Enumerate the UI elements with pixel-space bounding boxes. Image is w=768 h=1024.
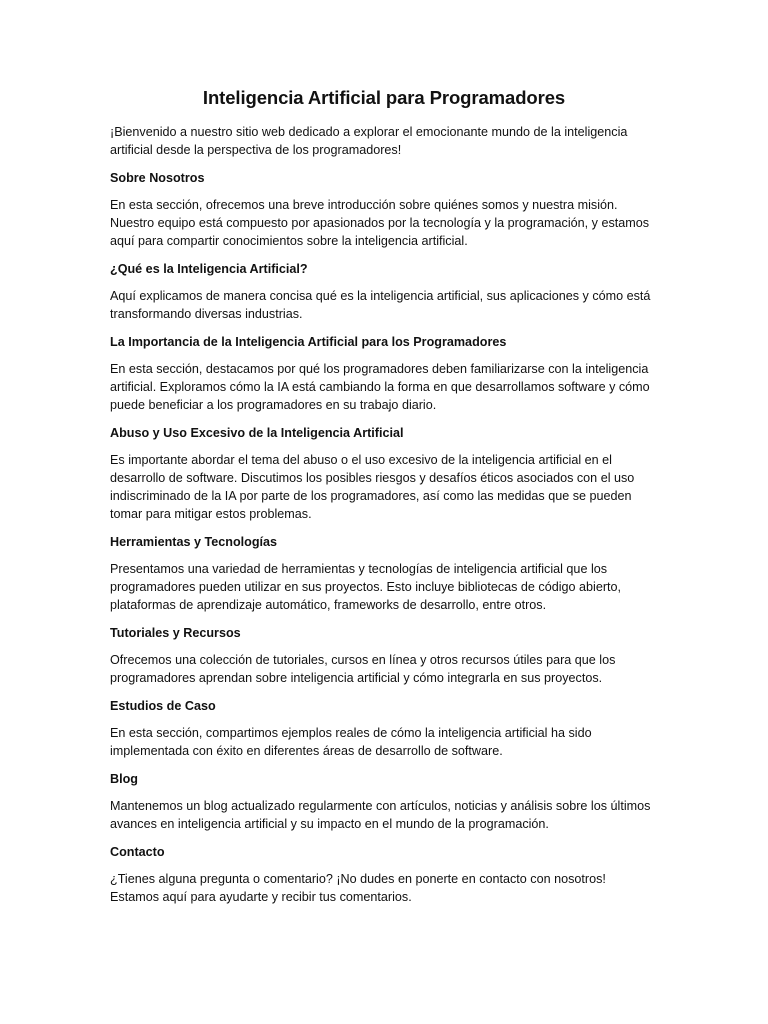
section-heading-estudios: Estudios de Caso (110, 699, 216, 713)
section-body-que-es-ia: Aquí explicamos de manera concisa qué es la inteligencia artificial, sus aplicaciones y cómo está transformando diversas industrias. (110, 289, 651, 321)
section-heading-herramientas: Herramientas y Tecnologías (110, 535, 278, 549)
section-body-abuso: Es importante abordar el tema del abuso o el uso excesivo de la inteligencia artificial en el desarrollo de software. Discutimos los posibles riesgos y desafíos éticos asociados con el uso indiscriminado de la IA por parte de los programadores, así como las medidas que se pueden tomar para mitigar estos problemas. (110, 453, 635, 521)
section-heading-blog: Blog (110, 772, 138, 786)
section-body-estudios: En esta sección, compartimos ejemplos reales de cómo la inteligencia artificial ha sido implementada con éxito en diferentes áreas de desarrollo de software. (110, 726, 592, 758)
document-title: Inteligencia Artificial para Programadores (202, 87, 566, 108)
document-page (110, 86, 658, 916)
section-heading-contacto: Contacto (110, 845, 165, 859)
intro-paragraph: ¡Bienvenido a nuestro sitio web dedicado a explorar el emocionante mundo de la inteligencia artificial desde la perspectiva de los programadores! (110, 125, 628, 157)
section-body-tutoriales: Ofrecemos una colección de tutoriales, cursos en línea y otros recursos útiles para que los programadores aprendan sobre inteligencia artificial y cómo integrarla en sus proyectos. (110, 653, 616, 685)
section-body-herramientas: Presentamos una variedad de herramientas y tecnologías de inteligencia artificial que los programadores pueden utilizar en sus proyectos. Esto incluye bibliotecas de código abierto, plataformas de aprendizaje automático, frameworks de desarrollo, entre otros. (110, 562, 622, 612)
section-body-sobre-nosotros: En esta sección, ofrecemos una breve introducción sobre quiénes somos y nuestra misión. Nuestro equipo está compuesto por apasionados por la tecnología y la programación, y estamos aquí para compartir conocimientos sobre la inteligencia artificial. (110, 198, 650, 248)
section-heading-tutoriales: Tutoriales y Recursos (110, 626, 241, 640)
section-body-contacto: ¿Tienes alguna pregunta o comentario? ¡No dudes en ponerte en contacto con nosotros! Estamos aquí para ayudarte y recibir tus comentarios. (110, 872, 606, 904)
section-body-blog: Mantenemos un blog actualizado regularmente con artículos, noticias y análisis sobre los últimos avances en inteligencia artificial y su impacto en el mundo de la programación. (110, 799, 651, 831)
section-heading-importancia: La Importancia de la Inteligencia Artificial para los Programadores (110, 335, 507, 349)
section-heading-que-es-ia: ¿Qué es la Inteligencia Artificial? (110, 262, 308, 276)
section-body-importancia: En esta sección, destacamos por qué los programadores deben familiarizarse con la inteligencia artificial. Exploramos cómo la IA está cambiando la forma en que desarrollamos software y cómo puede beneficiar a los programadores en su trabajo diario. (110, 362, 650, 412)
section-heading-abuso: Abuso y Uso Excesivo de la Inteligencia Artificial (110, 426, 404, 440)
section-heading-sobre-nosotros: Sobre Nosotros (110, 171, 205, 185)
